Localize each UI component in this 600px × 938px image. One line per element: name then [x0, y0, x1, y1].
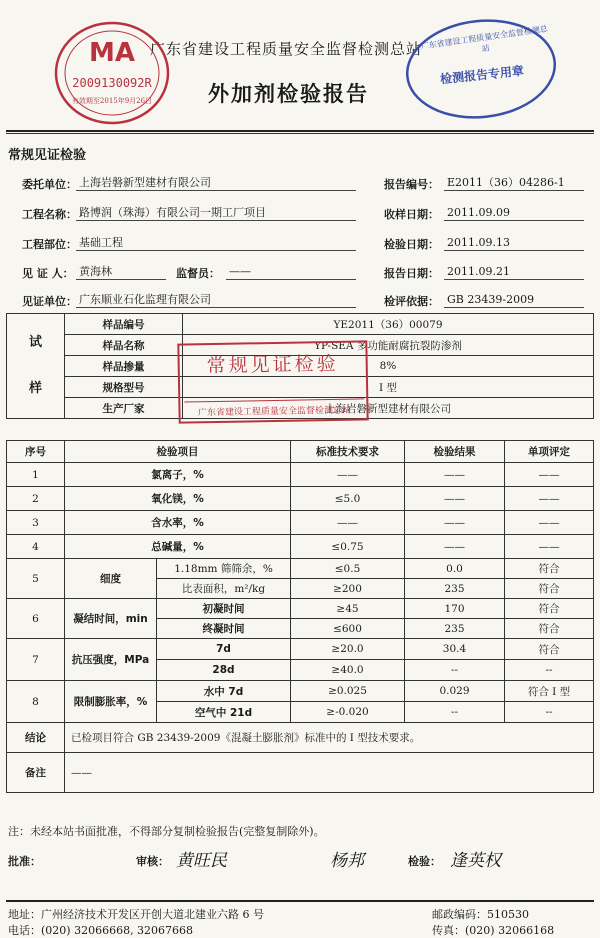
item-req: ≤600	[291, 619, 405, 639]
item-req: ≥200	[291, 579, 405, 599]
col-requirement: 标准技术要求	[291, 441, 405, 463]
conclusion-label: 结论	[7, 723, 65, 753]
item-name: 抗压强度，MPa	[65, 639, 157, 681]
sample-value: I 型	[183, 377, 594, 398]
cma-number: 2009130092R	[72, 76, 152, 90]
sample-row	[7, 314, 594, 335]
sample-value: 8%	[183, 356, 594, 377]
cma-mark: MA	[89, 38, 135, 68]
header-rule	[6, 130, 594, 132]
part-value: 基础工程	[76, 235, 356, 251]
item-eval: 符合	[505, 599, 594, 619]
project-label: 工程名称：	[22, 208, 77, 221]
sample-label: 样品名称	[65, 335, 183, 356]
item-no: 6	[7, 599, 65, 639]
item-eval: --	[505, 660, 594, 681]
item-res: 235	[405, 619, 505, 639]
sample-label: 规格型号	[65, 377, 183, 398]
sub-item-name: 1.18mm 筛筛余，%	[157, 559, 291, 579]
remark-text: ——	[65, 753, 594, 793]
org-name: 广东省建设工程质量安全监督检测总站	[150, 40, 423, 58]
sample-value: YE2011（36）00079	[183, 314, 594, 335]
item-eval: 符合	[505, 559, 594, 579]
phone-label: 电话：	[8, 924, 41, 937]
header-rule-thin	[6, 133, 594, 134]
item-res: 0.029	[405, 681, 505, 702]
seal-ring-text: 广东省建设工程质量安全监督检测总站	[420, 24, 549, 54]
sample-side-1: 试	[28, 335, 42, 350]
item-eval: 符合	[505, 619, 594, 639]
item-req: ≥20.0	[291, 639, 405, 660]
sub-item-name: 28d	[157, 660, 291, 681]
table-row	[7, 487, 594, 511]
address-label: 地址：	[8, 908, 41, 921]
table-row	[7, 681, 594, 702]
item-name: 含水率，%	[65, 511, 291, 535]
zip-label: 邮政编码：	[432, 908, 487, 921]
item-eval: ——	[505, 463, 594, 487]
table-row	[7, 559, 594, 579]
witness-value: 黄海林	[76, 264, 166, 280]
sub-item-name: 初凝时间	[157, 599, 291, 619]
item-res: 30.4	[405, 639, 505, 660]
item-res: --	[405, 660, 505, 681]
witness-stamp-org: 广东省建设工程质量安全监督检测总站	[184, 398, 364, 418]
item-req: ≤0.75	[291, 535, 405, 559]
table-row	[7, 463, 594, 487]
supervision-value: 广东顺业石化监理有限公司	[76, 292, 356, 308]
report-no-label: 报告编号：	[384, 178, 439, 191]
sample-label: 样品掺量	[65, 356, 183, 377]
category: 常规见证检验	[8, 148, 87, 163]
item-eval: 符合	[505, 639, 594, 660]
sample-label: 生产厂家	[65, 398, 183, 419]
remark-row	[7, 753, 594, 793]
item-req: ≥40.0	[291, 660, 405, 681]
basis-value: GB 23439-2009	[444, 292, 584, 308]
sample-value: YP-SEA 多功能耐腐抗裂防渗剂	[183, 335, 594, 356]
item-res: 235	[405, 579, 505, 599]
item-no: 7	[7, 639, 65, 681]
cma-stamp-icon	[52, 18, 172, 128]
report-date-label: 报告日期：	[384, 267, 439, 280]
item-name: 氧化镁，%	[65, 487, 291, 511]
received-label: 收样日期：	[384, 208, 439, 221]
item-req: ≥-0.020	[291, 702, 405, 723]
table-row	[7, 639, 594, 660]
item-req: ≥0.025	[291, 681, 405, 702]
client-value: 上海岩磐新型建材有限公司	[76, 175, 356, 191]
results-header-row	[7, 441, 594, 463]
item-req: ——	[291, 511, 405, 535]
item-no: 8	[7, 681, 65, 723]
item-req: ≥45	[291, 599, 405, 619]
conclusion-text: 已检项目符合 GB 23439-2009《混凝土膨胀剂》标准中的 I 型技术要求。	[65, 723, 594, 753]
part-label: 工程部位：	[22, 238, 77, 251]
remark-label: 备注	[7, 753, 65, 793]
inspect-label: 检验：	[408, 855, 441, 868]
sample-side-label	[7, 314, 65, 419]
item-eval: --	[505, 702, 594, 723]
item-res: 0.0	[405, 559, 505, 579]
item-req: ——	[291, 463, 405, 487]
seal-center-text: 检测报告专用章	[439, 63, 525, 87]
received-value: 2011.09.09	[444, 205, 584, 221]
item-eval: 符合 I 型	[505, 681, 594, 702]
project-value: 路博润（珠海）有限公司一期工厂项目	[76, 205, 356, 221]
sub-item-name: 比表面积，m²/kg	[157, 579, 291, 599]
item-res: ——	[405, 511, 505, 535]
item-name: 细度	[65, 559, 157, 599]
address-line	[8, 906, 264, 922]
supervisor-value: ——	[226, 264, 356, 280]
item-no: 4	[7, 535, 65, 559]
sample-value: 上海岩磐新型建材有限公司	[183, 398, 594, 419]
item-name: 限制膨胀率，%	[65, 681, 157, 723]
zip-value: 510530	[487, 908, 529, 921]
col-item: 检验项目	[65, 441, 291, 463]
test-date-label: 检验日期：	[384, 238, 439, 251]
item-no: 1	[7, 463, 65, 487]
item-eval: ——	[505, 535, 594, 559]
approve-signature: 杨邦	[330, 851, 364, 871]
conclusion-row	[7, 723, 594, 753]
cma-fine-print: 有效期至2015年9月26日	[71, 97, 153, 105]
basis-label: 检评依据：	[384, 295, 439, 308]
footer-note: 注：未经本站书面批准，不得部分复制检验报告(完整复制除外)。	[8, 825, 325, 838]
table-row	[7, 599, 594, 619]
col-no: 序号	[7, 441, 65, 463]
table-row	[7, 535, 594, 559]
fax-label: 传真：	[432, 924, 465, 937]
sub-item-name: 空气中 21d	[157, 702, 291, 723]
sample-label: 样品编号	[65, 314, 183, 335]
report-no-value: E2011（36）04286-1	[444, 175, 584, 191]
item-res: ——	[405, 487, 505, 511]
witness-stamp-text: 常规见证检验	[206, 352, 339, 378]
item-eval: ——	[505, 487, 594, 511]
sub-item-name: 终凝时间	[157, 619, 291, 639]
test-date-value: 2011.09.13	[444, 235, 584, 251]
item-res: 170	[405, 599, 505, 619]
inspect-signature: 逢英权	[450, 851, 501, 871]
item-req: ≤5.0	[291, 487, 405, 511]
report-title: 外加剂检验报告	[208, 82, 369, 106]
client-label: 委托单位：	[22, 178, 77, 191]
phone-line	[8, 922, 193, 938]
item-res: ——	[405, 463, 505, 487]
supervisor-label: 监督员：	[176, 267, 220, 280]
item-no: 2	[7, 487, 65, 511]
item-name: 凝结时间，min	[65, 599, 157, 639]
review-label: 审核：	[136, 855, 169, 868]
item-name: 氯离子，%	[65, 463, 291, 487]
address-value: 广州经济技术开发区开创大道北建业六路 6 号	[41, 908, 264, 921]
sub-item-name: 7d	[157, 639, 291, 660]
fax-line	[432, 922, 554, 938]
item-res: --	[405, 702, 505, 723]
report-date-value: 2011.09.21	[444, 264, 584, 280]
sample-side-2: 样	[28, 381, 42, 396]
footer-rule	[6, 900, 594, 902]
results-table	[6, 440, 594, 793]
cma-stamp	[52, 18, 172, 128]
item-no: 5	[7, 559, 65, 599]
sub-item-name: 水中 7d	[157, 681, 291, 702]
item-name: 总碱量，%	[65, 535, 291, 559]
item-req: ≤0.5	[291, 559, 405, 579]
supervision-label: 见证单位：	[22, 295, 77, 308]
witness-label: 见 证 人：	[22, 267, 74, 280]
fax-value: (020) 32066168	[465, 924, 555, 937]
item-eval: ——	[505, 511, 594, 535]
approve-label: 批准：	[8, 855, 41, 868]
report-seal	[402, 14, 560, 124]
item-res: ——	[405, 535, 505, 559]
col-result: 检验结果	[405, 441, 505, 463]
item-no: 3	[7, 511, 65, 535]
review-signature: 黄旺民	[176, 851, 227, 871]
phone-value: (020) 32066668, 32067668	[41, 924, 194, 937]
witness-box-stamp	[177, 340, 368, 423]
table-row	[7, 511, 594, 535]
item-eval: 符合	[505, 579, 594, 599]
col-evaluation: 单项评定	[505, 441, 594, 463]
zip-line	[432, 906, 529, 922]
